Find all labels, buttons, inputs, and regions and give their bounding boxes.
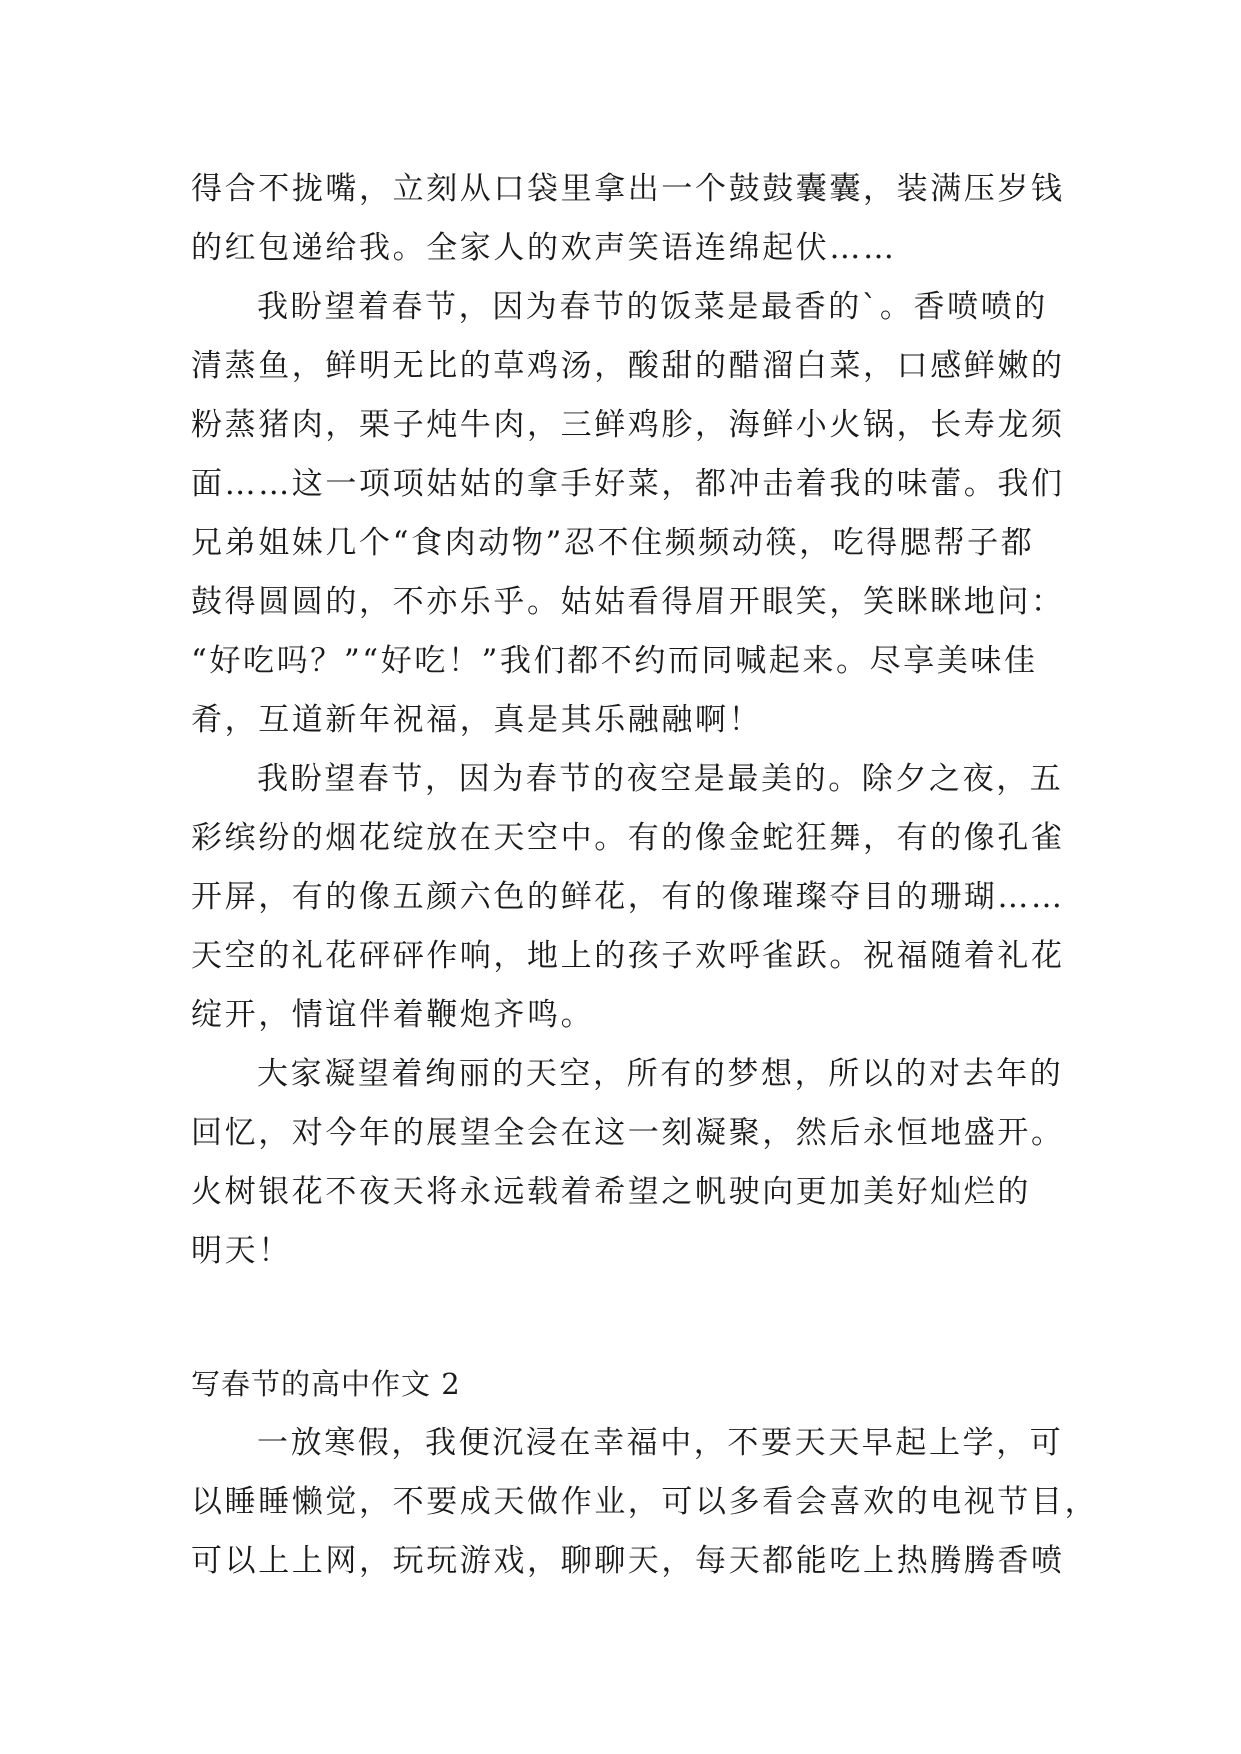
text-line: 面……这一项项姑姑的拿手好菜，都冲击着我的味蕾。我们 xyxy=(191,466,1065,502)
text-line: 我盼望春节，因为春节的夜空是最美的。除夕之夜，五 xyxy=(257,761,1064,797)
text-line: 粉蒸猪肉，栗子炖牛肉，三鲜鸡胗，海鲜小火锅，长寿龙须 xyxy=(191,407,1065,443)
text-line: 绽开，情谊伴着鞭炮齐鸣。 xyxy=(191,997,595,1033)
essay-section-1 xyxy=(191,160,1091,1281)
text-line: 的红包递给我。全家人的欢声笑语连绵起伏…… xyxy=(191,230,897,266)
text-line: 以睡睡懒觉，不要成天做作业，可以多看会喜欢的电视节目， xyxy=(191,1484,1099,1520)
text-line: 鼓得圆圆的，不亦乐乎。姑姑看得眉开眼笑，笑眯眯地问： xyxy=(191,584,1065,620)
text-line: 天空的礼花砰砰作响，地上的孩子欢呼雀跃。祝福随着礼花 xyxy=(191,938,1065,974)
text-line: “好吃吗？”“好吃！”我们都不约而同喊起来。尽享美味佳 xyxy=(191,643,1038,679)
text-line: 火树银花不夜天将永远载着希望之帆驶向更加美好灿烂的 xyxy=(191,1174,1031,1210)
text-line: 一放寒假，我便沉浸在幸福中，不要天天早起上学，可 xyxy=(257,1425,1064,1461)
document-page xyxy=(191,160,1099,1591)
text-line: 明天！ xyxy=(191,1233,292,1269)
text-line: 可以上上网，玩玩游戏，聊聊天，每天都能吃上热腾腾香喷 xyxy=(191,1543,1065,1579)
text-line: 我盼望着春节，因为春节的饭菜是最香的`。香喷喷的 xyxy=(257,289,1048,325)
text-line: 肴，互道新年祝福，真是其乐融融啊！ xyxy=(191,702,763,738)
section-gap xyxy=(191,1281,1091,1355)
essay-heading: 写春节的高中作文 2 xyxy=(191,1367,461,1401)
text-line: 回忆，对今年的展望全会在这一刻凝聚，然后永恒地盛开。 xyxy=(191,1115,1065,1151)
text-line: 清蒸鱼，鲜明无比的草鸡汤，酸甜的醋溜白菜，口感鲜嫩的 xyxy=(191,348,1065,384)
text-line: 得合不拢嘴，立刻从口袋里拿出一个鼓鼓囊囊，装满压岁钱 xyxy=(191,171,1065,207)
text-line: 兄弟姐妹几个“食肉动物”忍不住频频动筷，吃得腮帮子都 xyxy=(191,525,1035,561)
text-line: 彩缤纷的烟花绽放在天空中。有的像金蛇狂舞，有的像孔雀 xyxy=(191,820,1065,856)
essay-section-2 xyxy=(191,1414,1099,1591)
text-line: 开屏，有的像五颜六色的鲜花，有的像璀璨夺目的珊瑚…… xyxy=(191,879,1065,915)
text-line: 大家凝望着绚丽的天空，所有的梦想，所以的对去年的 xyxy=(257,1056,1064,1092)
